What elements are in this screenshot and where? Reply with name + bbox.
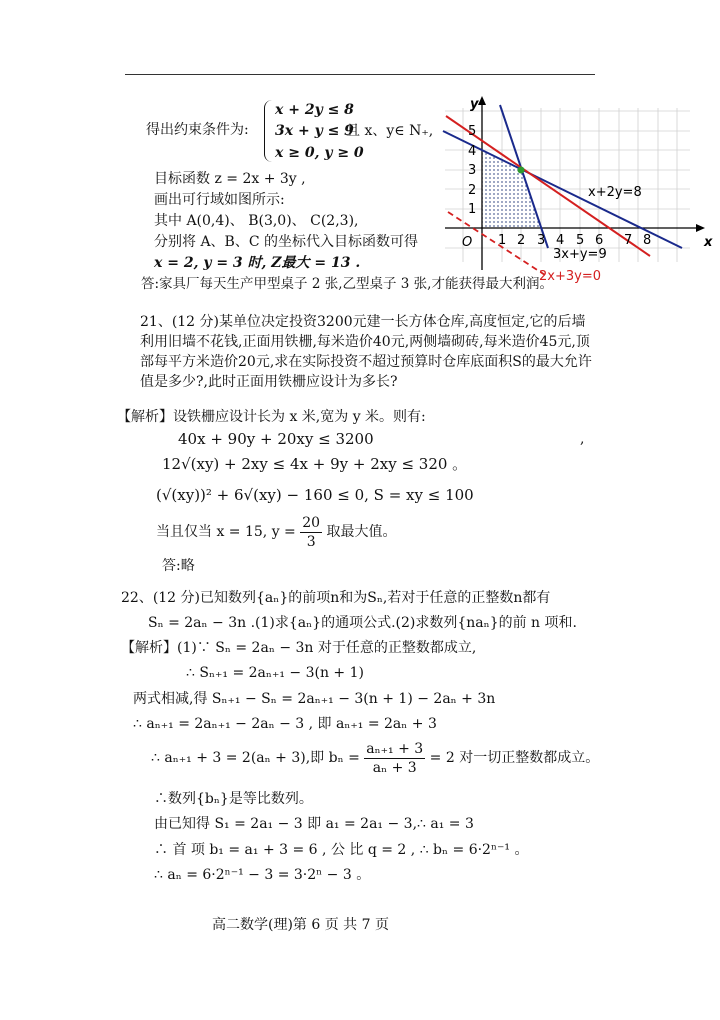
answer-20: 答:家具厂每天生产甲型桌子 2 张,乙型桌子 3 张,才能获得最大利润。 (141, 276, 553, 292)
line2-label: 3x+y=9 (553, 247, 607, 262)
problem-21: 21、(12 分)某单位决定投资3200元建一长方体仓库,高度恒定,它的后墙利用旧墙不花钱,正面用铁栅,每米造价40元,两侧墙砌砖,每米造价45元,顶部每平方米造价20元,求在实际投资不超过预算时仓库底面积S的最大允许值是多少?,此时正面用铁栅应设计为多长? (140, 314, 592, 390)
constraint-intro: 得出约束条件为: (146, 122, 249, 138)
y-tick-1: 1 (468, 202, 477, 217)
line3-label: 2x+3y=0 (539, 269, 601, 284)
fraction-20-over-3 (300, 514, 322, 551)
vertex-points: 其中 A(0,4)、 B(3,0)、 C(2,3), (154, 213, 359, 229)
x-axis-label: x (704, 235, 713, 250)
answer-21: 答:略 (162, 558, 195, 574)
analysis-21: 【解析】设铁栅应设计长为 x 米,宽为 y 米。则有: (117, 409, 426, 425)
feasible-region-graph (0, 0, 720, 300)
x-tick-2: 2 (517, 233, 526, 248)
max-condition (156, 512, 397, 552)
line-x-plus-2y-eq-8 (443, 131, 682, 248)
problem-22-line2: Sₙ = 2aₙ − 3n .(1)求{aₙ}的通项公式.(2)求数列{naₙ}的前 n 项和. (148, 615, 577, 631)
x-tick-7: 7 (624, 233, 633, 248)
fraction-bn (364, 740, 425, 777)
y-tick-5: 5 (468, 124, 477, 139)
fraction-bn-denominator: aₙ + 3 (372, 759, 417, 776)
solution-step-1: 【解析】(1)∵ Sₙ = 2aₙ − 3n 对于任意的正整数都成立, (121, 640, 477, 656)
solution-step-5-post: = 2 对一切正整数都成立。 (429, 750, 600, 766)
x-tick-6: 6 (595, 233, 604, 248)
x-axis-arrow (696, 224, 705, 232)
inequality-1-tail: , (580, 431, 585, 447)
solution-step-8: ∴ 首 项 b₁ = a₁ + 3 = 6 , 公 比 q = 2 , ∴ bₙ = 6·2ⁿ⁻¹ 。 (154, 842, 529, 858)
max-condition-post: 取最大值。 (326, 524, 397, 540)
line1-label: x+2y=8 (588, 185, 642, 200)
fraction-numerator: 20 (302, 514, 321, 531)
constraint-1: x + 2y ≤ 8 (275, 102, 354, 118)
solution-step-5-pre: ∴ aₙ₊₁ + 3 = 2(aₙ + 3),即 bₙ = (151, 750, 360, 766)
solution-step-3: 两式相减,得 Sₙ₊₁ − Sₙ = 2aₙ₊₁ − 3(n + 1) − 2aₙ + 3n (133, 691, 496, 707)
fraction-bn-numerator: aₙ₊₁ + 3 (366, 740, 424, 757)
fraction-denominator: 3 (306, 533, 316, 550)
solution-step-9: ∴ aₙ = 6·2ⁿ⁻¹ − 3 = 3·2ⁿ − 3 。 (154, 867, 371, 883)
y-tick-2: 2 (468, 183, 477, 198)
x-tick-5: 5 (576, 233, 585, 248)
inequality-2: 12√(xy) + 2xy ≤ 4x + 9y + 2xy ≤ 320 。 (162, 455, 468, 473)
y-axis-arrow (478, 96, 486, 105)
optimum-result: x = 2, y = 3 时, Z最大 = 13 . (154, 255, 361, 271)
solution-step-7: 由已知得 S₁ = 2a₁ − 3 即 a₁ = 2a₁ − 3,∴ a₁ = 3 (154, 816, 474, 832)
constraint-2: 3x + y ≤ 9 (275, 123, 354, 139)
x-tick-3: 3 (537, 233, 546, 248)
objective-function: 目标函数 z = 2x + 3y , (154, 171, 306, 187)
origin-label: O (462, 235, 473, 250)
solution-step-5 (151, 738, 599, 778)
constraint-2-tail: 且 x、y∈ N₊, (346, 123, 434, 139)
optimal-point-c (518, 167, 525, 174)
y-tick-3: 3 (468, 163, 477, 178)
x-tick-8: 8 (643, 233, 652, 248)
max-condition-pre: 当且仅当 x = 15, y = (156, 524, 296, 540)
page-footer: 高二数学(理)第 6 页 共 7 页 (212, 917, 389, 933)
constraint-3: x ≥ 0, y ≥ 0 (275, 145, 364, 161)
solution-step-2: ∴ Sₙ₊₁ = 2aₙ₊₁ − 3(n + 1) (186, 665, 364, 681)
x-tick-1: 1 (498, 233, 507, 248)
solution-step-4: ∴ aₙ₊₁ = 2aₙ₊₁ − 2aₙ − 3 , 即 aₙ₊₁ = 2aₙ + 3 (133, 716, 437, 732)
y-axis-label: y (470, 97, 479, 112)
x-tick-4: 4 (556, 233, 565, 248)
y-tick-4: 4 (468, 144, 477, 159)
problem-22-line1: 22、(12 分)已知数列{aₙ}的前项n和为Sₙ,若对于任意的正整数n都有 (121, 590, 551, 606)
draw-region-text: 画出可行域如图所示: (154, 192, 285, 208)
solution-step-6: ∴数列{bₙ}是等比数列。 (154, 791, 313, 807)
inequality-3: (√(xy))² + 6√(xy) − 160 ≤ 0, S = xy ≤ 100 (156, 486, 474, 504)
inequality-1: 40x + 90y + 20xy ≤ 3200 (178, 430, 374, 448)
substitute-text: 分别将 A、B、C 的坐标代入目标函数可得 (154, 234, 419, 250)
